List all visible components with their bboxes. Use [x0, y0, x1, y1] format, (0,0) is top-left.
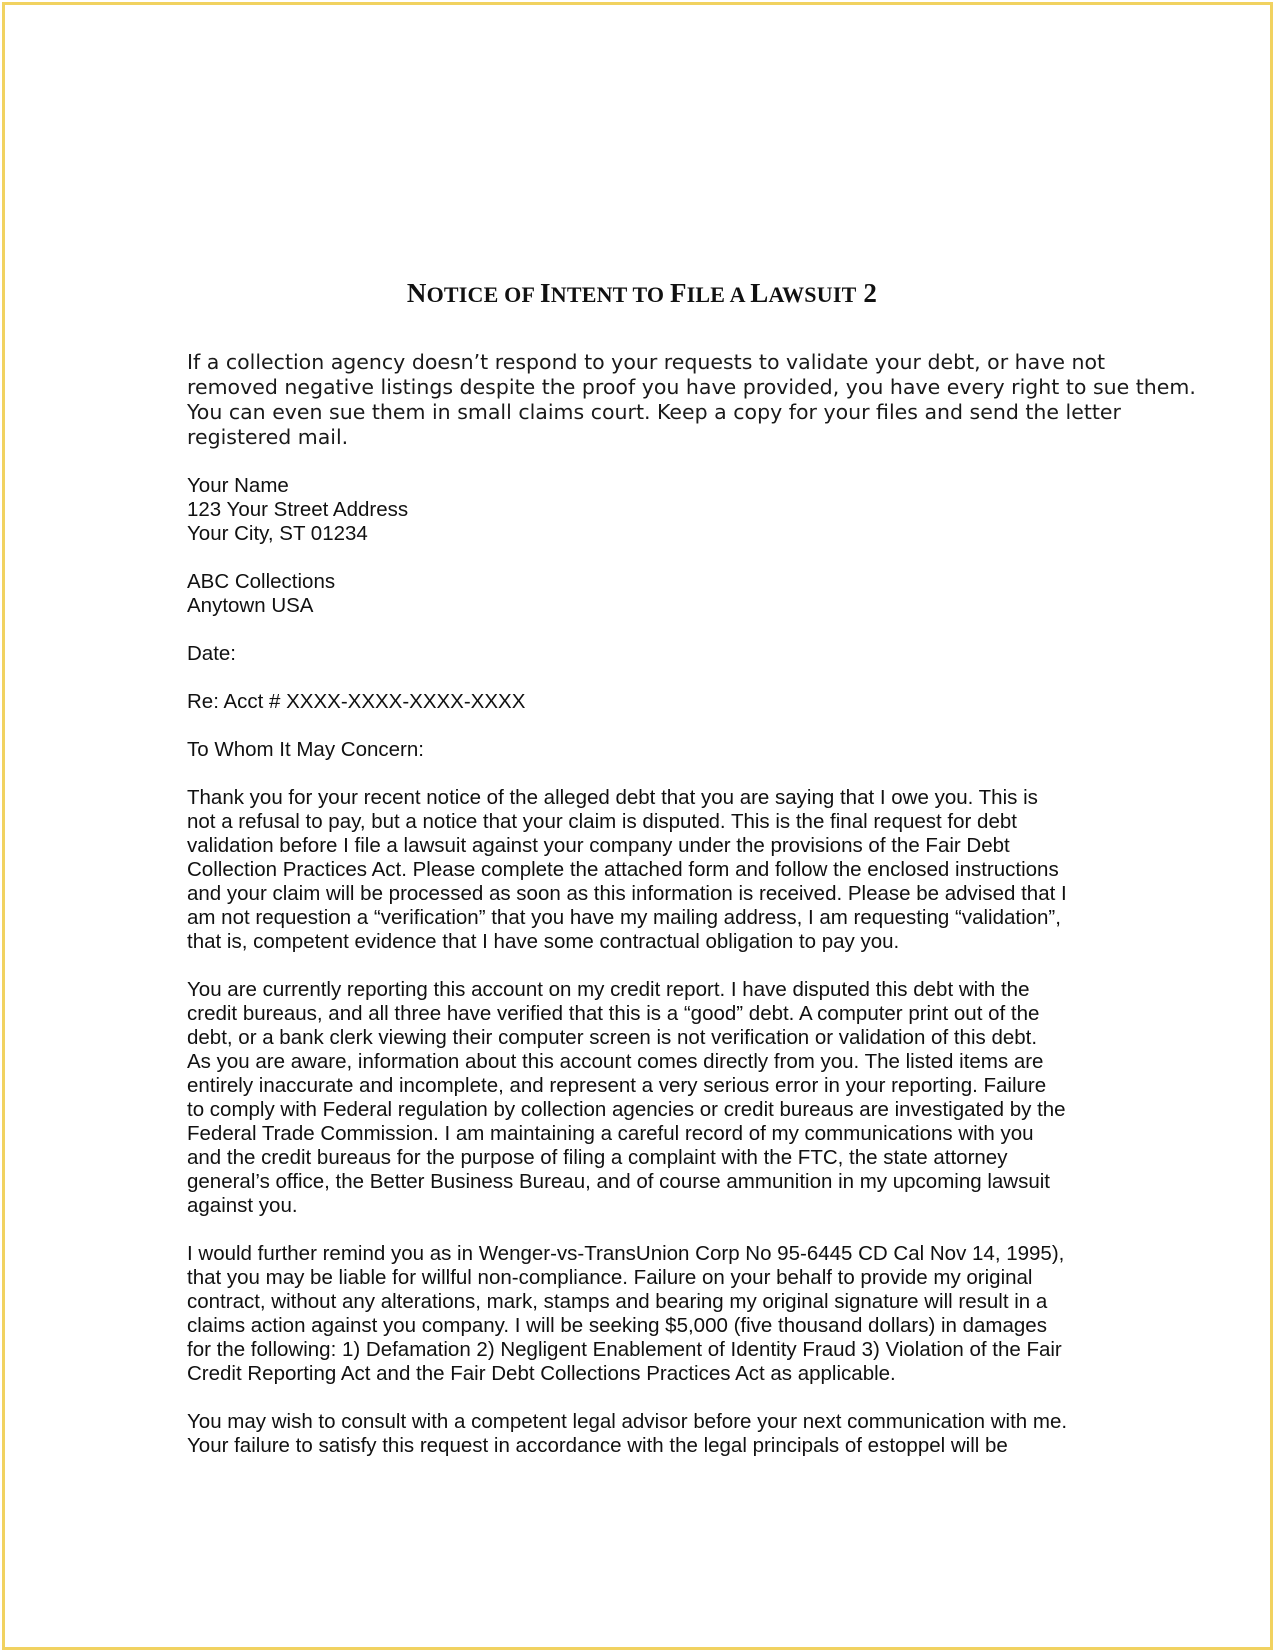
sender-name: Your Name [187, 474, 289, 497]
salutation: To Whom It May Concern: [187, 738, 424, 761]
date-line: Date: [187, 642, 236, 665]
body-paragraph-3: I would further remind you as in Wenger-vs-TransUnion Corp No 95-6445 CD Cal Nov 14, 1995), that you may be liable for willful non-compliance. Failure on your behalf to provide my original contract, without any alterations, mark, stamps and bearing my original signature will result in a claims action against you company. I will be seeking $5,000 (five thousand dollars) in damages for the following: 1) Defamation 2) Negligent Enablement of Identity Fraud 3) Violation of the Fair Credit Reporting Act and the Fair Debt Collections Practices Act as applicable. [187, 1242, 1065, 1385]
re-line: Re: Acct # XXXX-XXXX-XXXX-XXXX [187, 690, 526, 713]
intro-paragraph [187, 350, 1196, 450]
intro-line: If a collection agency doesn’t respond to your requests to validate your debt, or have not [187, 350, 1106, 374]
body-paragraph-4: You may wish to consult with a competent legal advisor before your next communication with me. Your failure to satisfy this request in accordance with the legal principals of estoppel will be [187, 1410, 1068, 1457]
recipient-address [187, 570, 1097, 618]
intro-line: You can even sue them in small claims court. Keep a copy for your files and send the letter [187, 400, 1121, 424]
sender-address [187, 474, 1097, 546]
sender-city: Your City, ST 01234 [187, 522, 368, 545]
intro-line: registered mail. [187, 425, 349, 449]
body-paragraph-1: Thank you for your recent notice of the alleged debt that you are saying that I owe you. This is not a refusal to pay, but a notice that your claim is disputed. This is the final request for debt validation before I file a lawsuit against your company under the provisions of the Fair Debt Collection Practices Act. Please complete the attached form and follow the enclosed instructions and your claim will be processed as soon as this information is received. Please be advised that I am not requestion a “verification” that you have my mailing address, I am requesting “validation”, that is, competent evidence that I have some contractual obligation to pay you. [187, 786, 1067, 953]
intro-line: removed negative listings despite the proof you have provided, you have every right to sue them. [187, 375, 1196, 399]
document-title: NOTICE OF INTENT TO FILE A LAWSUIT 2 [406, 278, 878, 308]
recipient-company: ABC Collections [187, 570, 336, 593]
sender-street: 123 Your Street Address [187, 498, 409, 521]
recipient-location: Anytown USA [187, 594, 314, 617]
body-paragraph-2: You are currently reporting this account on my credit report. I have disputed this debt with the credit bureaus, and all three have verified that this is a “good” debt. A computer print out of the debt, or a bank clerk viewing their computer screen is not verification or validation of this debt. As you are aware, information about this account comes directly from you. The listed items are entirely inaccurate and incomplete, and represent a very serious error in your reporting. Failure to comply with Federal regulation by collection agencies or credit bureaus are investigated by the Federal Trade Commission. I am maintaining a careful record of my communications with you and the credit bureaus for the purpose of filing a complaint with the FTC, the state attorney general’s office, the Better Business Bureau, and of course ammunition in my upcoming lawsuit against you. [187, 978, 1066, 1217]
letter-body [187, 474, 1097, 1482]
